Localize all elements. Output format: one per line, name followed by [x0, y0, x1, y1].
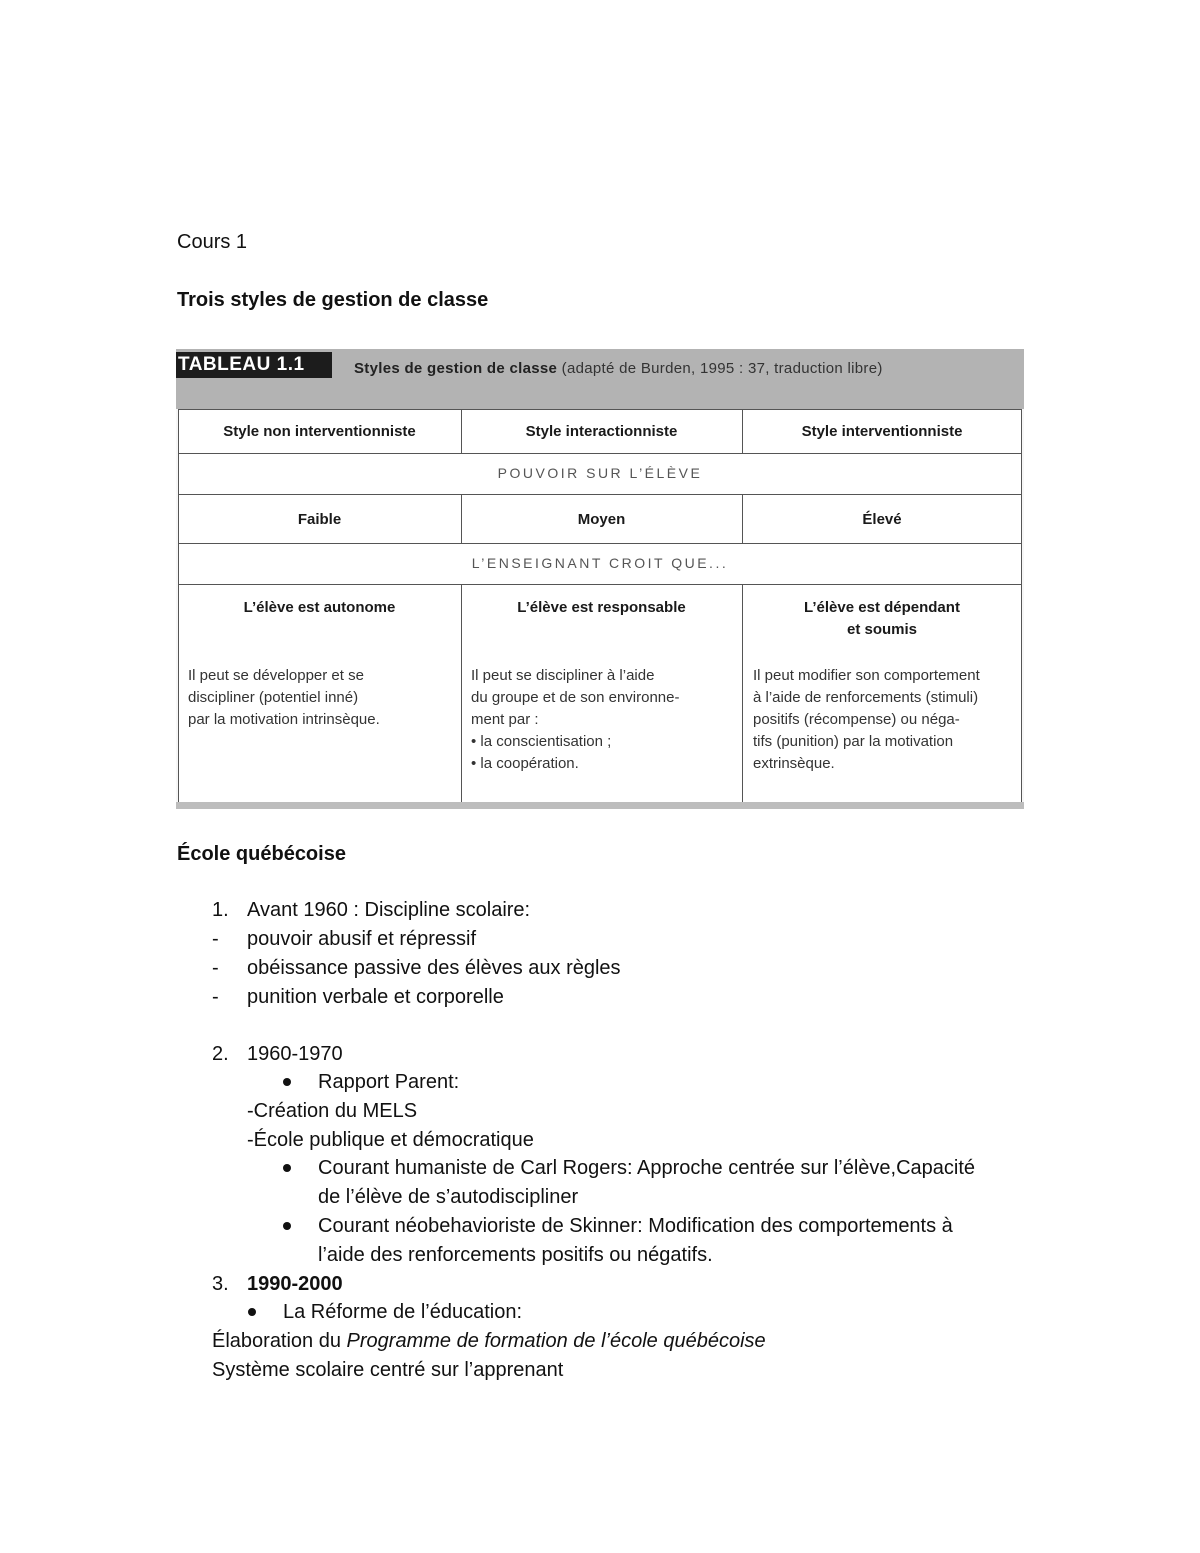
system-line: Système scolaire centré sur l’apprenant	[212, 1359, 564, 1381]
power-value: Élevé	[862, 511, 902, 528]
column-header: Style interventionniste	[801, 423, 963, 440]
table-rule	[178, 584, 1022, 585]
table-rule	[461, 584, 462, 804]
description-line: positifs (récompense) ou néga-	[753, 711, 960, 728]
elaboration-line	[212, 1329, 766, 1353]
table-caption-title: Styles de gestion de classe	[354, 360, 558, 377]
bullet-item: La Réforme de l’éducation:	[283, 1301, 523, 1323]
program-title: Programme de formation de l’école québécoise	[346, 1330, 766, 1352]
table-caption-band	[176, 349, 1024, 409]
sub-line: -École publique et démocratique	[247, 1129, 534, 1151]
course-label: Cours 1	[177, 231, 248, 253]
bullet-item-continued: l’aide des renforcements positifs ou négatifs.	[318, 1244, 713, 1266]
description-line: • la conscientisation ;	[471, 733, 612, 750]
span-row-power: POUVOIR SUR L’ÉLÈVE	[497, 465, 703, 481]
dash-item: pouvoir abusif et répressif	[247, 928, 477, 950]
section-title-styles: Trois styles de gestion de classe	[177, 289, 489, 311]
description-line: ment par :	[471, 711, 539, 728]
belief-heading: L’élève est autonome	[243, 599, 396, 616]
list-number: 2.	[212, 1043, 229, 1065]
belief-heading: L’élève est dépendant	[804, 599, 960, 616]
section-title-ecole: École québécoise	[177, 843, 346, 865]
table-rule	[178, 494, 1022, 495]
table-rule	[742, 584, 743, 804]
table-caption	[354, 360, 883, 377]
list-item: 1960-1970	[247, 1043, 343, 1065]
bullet-icon	[283, 1078, 291, 1086]
table-label: TABLEAU 1.1	[176, 352, 332, 378]
bullet-item-continued: de l’élève de s’autodiscipliner	[318, 1186, 579, 1208]
dash-marker: -	[212, 986, 219, 1008]
description-line: du groupe et de son environne-	[471, 689, 680, 706]
description-line: Il peut se discipliner à l’aide	[471, 667, 655, 684]
table-body	[178, 409, 1022, 804]
power-value: Faible	[297, 511, 342, 528]
list-number: 1.	[212, 899, 229, 921]
dash-item: obéissance passive des élèves aux règles	[247, 957, 621, 979]
description-line: tifs (punition) par la motivation	[753, 733, 954, 750]
column-header: Style interactionniste	[525, 423, 678, 440]
column-header: Style non interventionniste	[223, 423, 416, 440]
list-item: 1990-2000	[247, 1273, 343, 1295]
table-rule	[178, 453, 1022, 454]
table-rule	[178, 543, 1022, 544]
elaboration-prefix: Élaboration du	[212, 1330, 347, 1352]
bullet-item: Rapport Parent:	[318, 1071, 460, 1093]
belief-heading: et soumis	[846, 621, 918, 638]
table-rule	[178, 409, 1022, 410]
list-number: 3.	[212, 1273, 229, 1295]
description-line: discipliner (potentiel inné)	[188, 689, 359, 706]
power-value: Moyen	[577, 511, 626, 528]
description-line: à l’aide de renforcements (stimuli)	[753, 689, 979, 706]
table-figure	[176, 349, 1024, 809]
description-line: Il peut se développer et se	[188, 667, 364, 684]
description-line: par la motivation intrinsèque.	[188, 711, 380, 728]
bullet-icon	[283, 1164, 291, 1172]
belief-heading: L’élève est responsable	[517, 599, 686, 616]
table-bottom-rule	[176, 802, 1024, 809]
description-line: extrinsèque.	[753, 755, 835, 772]
list-item: Avant 1960 : Discipline scolaire:	[247, 899, 531, 921]
bullet-item: Courant humaniste de Carl Rogers: Approche centrée sur l’élève,Capacité	[318, 1157, 976, 1179]
sub-line: -Création du MELS	[247, 1100, 418, 1122]
span-row-teacher: L’ENSEIGNANT CROIT QUE...	[471, 555, 729, 571]
bullet-icon	[283, 1222, 291, 1230]
dash-marker: -	[212, 957, 219, 979]
description-line: Il peut modifier son comportement	[753, 667, 980, 684]
table-caption-source: (adapté de Burden, 1995 : 37, traduction libre)	[561, 360, 883, 377]
bullet-item: Courant néobehavioriste de Skinner: Modification des comportements à	[318, 1215, 953, 1237]
description-line: • la coopération.	[471, 755, 579, 772]
dash-marker: -	[212, 928, 219, 950]
bullet-icon	[248, 1308, 256, 1316]
dash-item: punition verbale et corporelle	[247, 986, 504, 1008]
